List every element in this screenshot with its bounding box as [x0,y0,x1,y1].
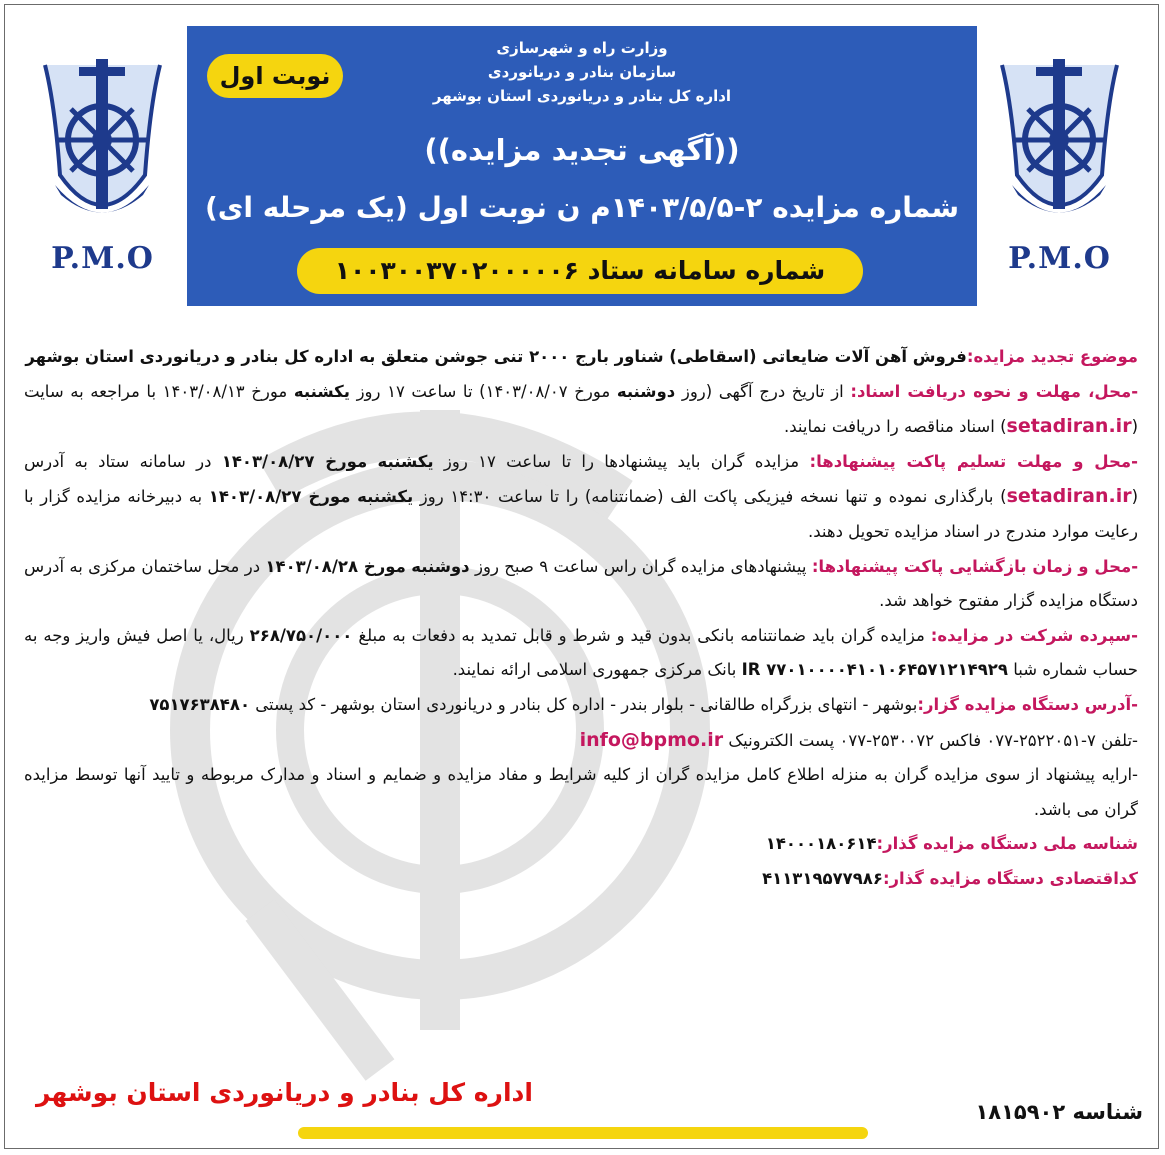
subject-text: فروش آهن آلات ضایعاتی (اسقاطی) شناور بارج ۲۰۰۰ تنی جوشن متعلق به اداره کل بنادر و دریانوردی استان بوشهر [25,347,967,366]
deposit-label: -سپرده شرکت در مزایده: [930,625,1139,645]
national-id: ۱۴۰۰۰۱۸۰۶۱۴ [765,834,877,854]
address-label: -آدرس دستگاه مزایده گزار: [917,694,1138,714]
setad-site-link[interactable]: setadiran.ir [1006,485,1132,508]
notice-title: ((آگهی تجدید مزایده)) [424,133,740,167]
docs-date: مورخ ۱۴۰۳/۰۸/۱۳ [162,381,288,401]
economic-code: ۴۱۱۳۱۹۵۷۷۹۸۶ [762,868,883,888]
footer-office-name: اداره کل بنادر و دریانوردی استان بوشهر [36,1078,533,1107]
contact-paragraph [24,723,1138,759]
contact-text: -تلفن ۷-۲۵۲۲۰۵۱-۰۷۷ فاکس ۲۵۳۰۰۷۲-۰۷۷ پست الکترونیک [728,730,1138,750]
submit-label: -محل و مهلت تسلیم پاکت پیشنهادها: [809,451,1138,471]
note-text: -ارایه پیشنهاد از سوی مزایده گران به منزله اطلاع کامل مزایده گران از کلیه شرایط و مفاد مزایده و ضمایم و اسناد و مدارک مربوطه و تایید آنها توسط مزایده گران می باشد. [24,765,1138,819]
deposit-text: ریال، یا اصل فیش واریز وجه به حساب شماره شبا [24,625,1138,680]
pmo-logo-left [35,45,170,285]
deposit-paragraph [24,619,1138,688]
notice-header [187,26,977,306]
submit-day: یکشنبه [357,487,414,507]
docs-text: مورخ ۱۴۰۳/۰۸/۰۷) تا ساعت ۱۷ روز [356,381,611,401]
anchor-ship-wheel-icon [992,45,1127,235]
economic-code-paragraph [24,862,1138,897]
ministry-name: وزارت راه و شهرسازی [496,39,668,57]
docs-text: ) اسناد مناقصه را دریافت نمایند. [784,417,1007,437]
pmo-logo-text: P.M.O [1008,241,1111,276]
docs-day: دوشنبه [616,381,676,401]
national-id-label: شناسه ملی دستگاه مزایده گذار: [876,834,1138,854]
pmo-logo-right [992,45,1127,285]
note-paragraph [24,758,1138,827]
submit-day: یکشنبه [377,451,434,471]
deposit-amount: ۲۶۸/۷۵۰/۰۰۰ [249,625,353,645]
round-badge: نوبت اول [207,54,343,98]
auction-number: شماره مزایده ۲-۱۴۰۳/۵/۵م ن نوبت اول (یک مرحله ای) [204,191,960,224]
address-paragraph [24,688,1138,723]
opening-paragraph [24,550,1138,619]
deposit-text: بانک مرکزی جمهوری اسلامی ارائه نمایند. [452,660,737,680]
submit-text: به دبیرخانه مزایده گزار با رعایت موارد مندرج در اسناد مزایده تحویل دهند. [24,487,1138,541]
setad-number: شماره سامانه ستاد ۱۰۰۳۰۰۳۷۰۲۰۰۰۰۰۶ [297,248,863,294]
email-link[interactable]: info@bpmo.ir [579,728,724,751]
address-text: بوشهر - انتهای بزرگراه طالقانی - بلوار بندر - اداره کل بنادر و دریانوردی استان بوشهر - کد پستی [255,694,918,714]
postal-code: ۷۵۱۷۶۳۸۴۸۰ [149,694,251,714]
docs-paragraph [24,375,1138,445]
opening-day: دوشنبه [411,556,470,576]
organization-name: سازمان بنادر و دریانوردی [487,63,677,81]
pmo-logo-text: P.M.O [51,241,154,276]
opening-label: -محل و زمان بازگشایی پاکت پیشنهادها: [811,556,1139,576]
office-name: اداره کل بنادر و دریانوردی استان بوشهر [432,87,732,105]
submit-text: ) بارگذاری نموده و تنها نسخه فیزیکی پاکت الف (ضمانتنامه) را تا ساعت ۱۴:۳۰ روز [419,487,1007,507]
national-id-paragraph [24,827,1138,862]
submit-text: در سامانه ستاد به آدرس ( [24,451,1139,507]
docs-text: با مراجعه به سایت ( [24,381,1138,437]
docs-day: یکشنبه [293,381,350,401]
opening-text: پیشنهادهای مزایده گران راس ساعت ۹ صبح روز [475,556,807,576]
subject-paragraph [24,340,1138,375]
docs-label: -محل، مهلت و نحوه دریافت اسناد: [850,381,1139,401]
footer-divider [298,1127,868,1139]
deposit-iban: IR ۷۷۰۱۰۰۰۰۴۱۰۱۰۶۴۵۷۱۲۱۴۹۲۹ [741,660,1008,680]
docs-text: از تاریخ درج آگهی (روز [681,381,844,401]
deposit-text: مزایده گران باید ضمانتنامه بانکی بدون قید و شرط و قابل تمدید به دفعات به مبلغ [358,625,925,645]
economic-code-label: کداقتصادی دستگاه مزایده گذار: [882,868,1138,888]
submit-paragraph [24,445,1138,550]
submit-date: مورخ ۱۴۰۳/۰۸/۲۷ [221,451,368,471]
opening-text: در محل ساختمان مرکزی به آدرس دستگاه مزایده گزار مفتوح خواهد شد. [24,556,1138,611]
submit-text: مزایده گران باید پیشنهادها را تا ساعت ۱۷ روز [443,451,800,471]
ad-id: شناسه ۱۸۱۵۹۰۲ [975,1100,1143,1124]
notice-body [24,340,1138,897]
anchor-ship-wheel-icon [35,45,170,235]
submit-date: مورخ ۱۴۰۳/۰۸/۲۷ [208,487,351,507]
opening-date: مورخ ۱۴۰۳/۰۸/۲۸ [265,556,406,576]
subject-label: موضوع تجدید مزایده: [966,347,1138,366]
setad-site-link[interactable]: setadiran.ir [1006,415,1132,438]
